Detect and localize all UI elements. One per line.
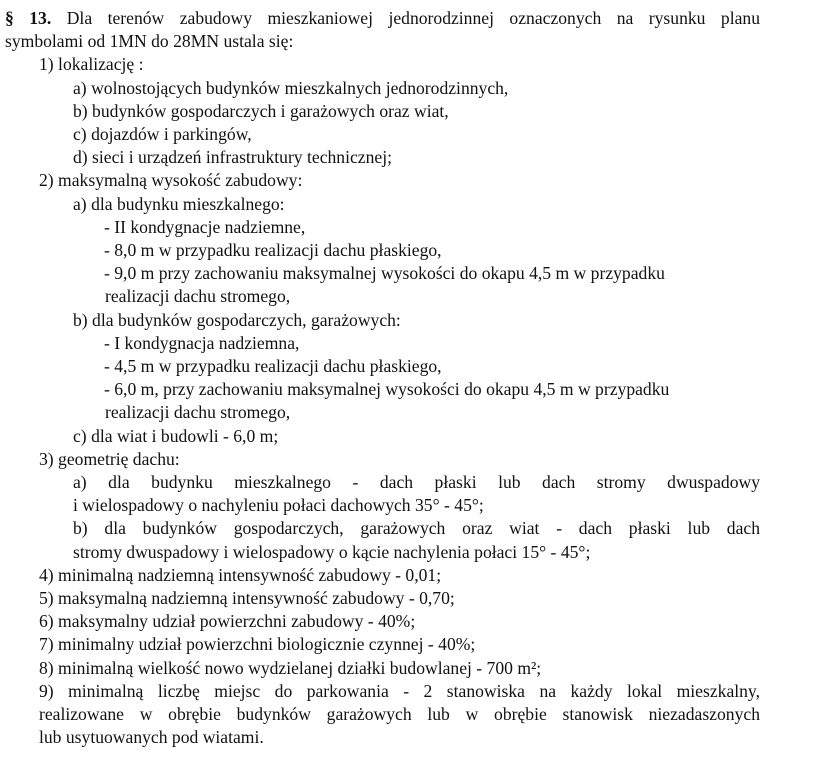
item-2a-dash-1: - II kondygnacje nadziemne,: [104, 216, 306, 237]
item-1d: d) sieci i urządzeń infrastruktury technicznej;: [73, 147, 392, 168]
item-1c: c) dojazdów i parkingów,: [73, 124, 252, 145]
section-intro-text: Dla terenów zabudowy mieszkaniowej jednorodzinnej oznaczonych na rysunku planu: [66, 8, 761, 28]
item-9-line-1: 9) minimalną liczbę miejsc do parkowania - 2 stanowiska na każdy lokal mieszkalny,: [39, 680, 760, 701]
item-2a-label: a) dla budynku mieszkalnego:: [73, 193, 285, 214]
item-3b-line-2: stromy dwuspadowy i wielospadowy o kącie nachylenia połaci 15° - 45°;: [73, 541, 591, 562]
item-9-line-3: lub usytuowanych pod wiatami.: [39, 727, 264, 748]
item-2b-dash-3-line-1: - 6,0 m, przy zachowaniu maksymalnej wysokości do okapu 4,5 m w przypadku: [104, 379, 670, 400]
item-5: 5) maksymalną nadziemną intensywność zabudowy - 0,70;: [39, 588, 455, 609]
item-2b-dash-1: - I kondygnacja nadziemna,: [104, 332, 300, 353]
item-6: 6) maksymalny udział powierzchni zabudowy - 40%;: [39, 611, 416, 632]
item-3a-line-2: i wielospadowy o nachyleniu połaci dachowych 35° - 45°;: [73, 495, 484, 516]
item-2a-dash-2: - 8,0 m w przypadku realizacji dachu płaskiego,: [104, 240, 442, 261]
item-3-label: 3) geometrię dachu:: [39, 448, 180, 469]
item-8: 8) minimalną wielkość nowo wydzielanej działki budowlanej - 700 m²;: [39, 657, 542, 678]
item-2b-label: b) dla budynków gospodarczych, garażowych:: [73, 309, 401, 330]
item-9-line-2: realizowane w obrębie budynków garażowych lub w obrębie stanowisk niezadaszonych: [39, 704, 760, 725]
section-number: § 13.: [5, 8, 52, 28]
item-2c: c) dla wiat i budowli - 6,0 m;: [73, 425, 279, 446]
item-1a: a) wolnostojących budynków mieszkalnych jednorodzinnych,: [73, 77, 509, 98]
item-3a-line-1: a) dla budynku mieszkalnego - dach płaski lub dach stromy dwuspadowy: [73, 472, 760, 493]
item-3b-line-1: b) dla budynków gospodarczych, garażowych oraz wiat - dach płaski lub dach: [73, 518, 760, 539]
item-2a-dash-3-line-1: - 9,0 m przy zachowaniu maksymalnej wysokości do okapu 4,5 m w przypadku: [104, 263, 665, 284]
item-1b: b) budynków gospodarczych i garażowych oraz wiat,: [73, 100, 449, 121]
item-2b-dash-2: - 4,5 m w przypadku realizacji dachu płaskiego,: [104, 356, 442, 377]
item-2-label: 2) maksymalną wysokość zabudowy:: [39, 170, 303, 191]
item-2a-dash-3-line-2: realizacji dachu stromego,: [105, 286, 291, 307]
document-body: [5, 7, 760, 750]
item-4: 4) minimalną nadziemną intensywność zabudowy - 0,01;: [39, 564, 442, 585]
item-2b-dash-3-line-2: realizacji dachu stromego,: [105, 402, 291, 423]
item-7: 7) minimalny udział powierzchni biologicznie czynnej - 40%;: [39, 634, 476, 655]
section-intro-line-2: symbolami od 1MN do 28MN ustala się:: [5, 31, 294, 52]
item-1-label: 1) lokalizację :: [39, 54, 144, 75]
section-intro-line-1: [5, 7, 760, 30]
